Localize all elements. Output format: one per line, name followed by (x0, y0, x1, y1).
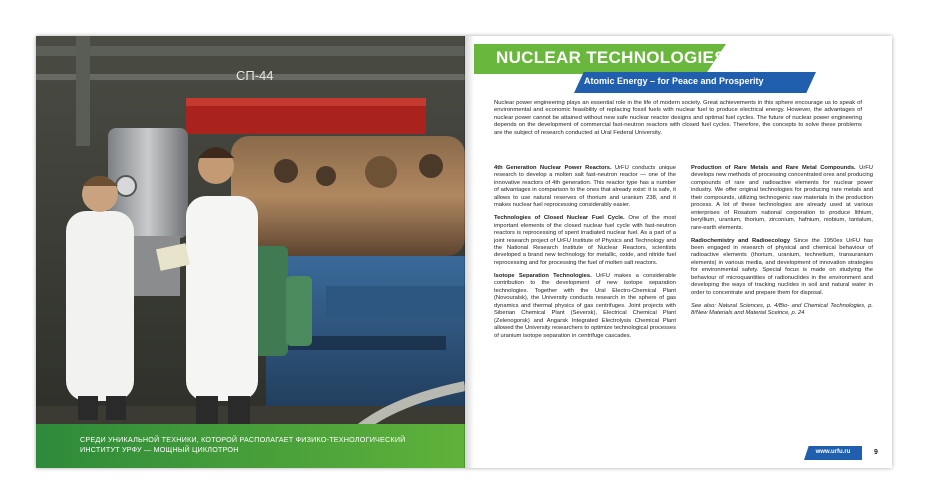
paragraph-isotope (494, 273, 676, 340)
paragraph-fuel-cycle (494, 215, 676, 267)
right-text-column (691, 165, 873, 323)
paragraph-heading: Isotope Separation Technologies. (494, 272, 592, 279)
page-number: 9 (874, 449, 878, 456)
paragraph-body: UrFU conducts unique research to develop a molten salt fast-neutron reactor — one of the innovative reactors of 4th generation. This reactor type has a number of advantages in comparison to the ones that already exist: it is safe, it allows to use natural reserves of thorium and uranium 238, and it makes nuclear fuel reprocessing considerably easier. (494, 165, 676, 209)
page-spine (464, 36, 474, 468)
website-link[interactable]: www.urfu.ru (815, 449, 851, 455)
paragraph-radiochemistry (691, 238, 873, 298)
machine-label: СП-44 (236, 68, 274, 83)
paragraph-body: UrFU makes a considerable contribution to the development of new isotope separation technologies. Together with the Ural Electro-Chemical Plant (Novouralsk), the University conducts research in the sphere of gas dynamics and thermal physics of gas centrifuges. Joint projects with Siberian Chemical Plant (Seversk), Electrical Chemical Plant (Zelenogorsk) and Angarsk Integrated Electrolysis Chemical Plant allowed the University researchers to optimize technological processes of uranium isotope separation in centrifuge cascades. (494, 272, 676, 339)
paragraph-heading: Technologies of Closed Nuclear Fuel Cycle. (494, 215, 625, 222)
brochure-spread (36, 36, 892, 468)
paragraph-body: One of the most important elements of the closed nuclear fuel cycle with fast-neutron reactors is reprocessing of spent irradiated nuclear fuel. As a part of a joint research project of UrFU Institute of Physics and Technology and the National Research Institute of Nuclear Reactors, scientists developed a brand new technology for metallic, oxide, and nitride fuel reprocessing and for processing the fuel of molten salt reactors. (494, 215, 676, 266)
page-title: NUCLEAR TECHNOLOGIES (496, 48, 726, 67)
paragraph-reactors (494, 165, 676, 210)
paragraph-heading: Production of Rare Metals and Rare Metal Compounds. (691, 165, 856, 171)
paragraph-body: UrFU develops new methods of processing concentrated ores and producing compounds of rare and radioactive elements for nuclear power industry. We offer original technologies for producing rare metals and their compounds, utilizing technogenic raw materials in the production process. A lot of these technologies are already used at various enterprises of Rosatom national corporation to produce lithium, beryllium, uranium, thorium, zirconium, hafnium, niobium, tantalum, rare-earth elements. (691, 165, 873, 231)
intro-paragraph: Nuclear power engineering plays an essential role in the life of modern society. Great achievements in this sphere encourage us to speak of environmental and economic feasibility of replacing fossil fuels with nuclear fuel to produce electrical energy. However, the advantages of nuclear power cannot be attained without new safe nuclear reactor designs and optimal fuel cycles. The future of nuclear power engineering depends on the development of commercial fast-neutron reactors with closed fuel cycles. Therefore, the concepts to solve these problems are the subject of research conducted at Ural Federal University. (494, 100, 862, 136)
photo-caption: СРЕДИ УНИКАЛЬНОЙ ТЕХНИКИ, КОТОРОЙ РАСПОЛАГАЕТ ФИЗИКО-ТЕХНОЛОГИЧЕСКИЙ ИНСТИТУТ УРФУ — МОЩНЫЙ ЦИКЛОТРОН (80, 435, 406, 454)
paragraph-heading: 4th Generation Nuclear Power Reactors. (494, 165, 612, 171)
laboratory-photo (36, 36, 465, 468)
see-also-note: See also: Natural Sciences, p. 4/Bio- and Chemical Technologies, p. 8/New Materials and Material Sceince, p. 24 (691, 302, 873, 317)
paragraph-heading: Radiochemistry and Radioecology (691, 237, 791, 244)
paragraph-body: Since the 1950es UrFU has been engaged in research of physical and chemical behaviour of radioactive elements (thorium, uranium, technetium, transuranium elements) in various media, and development of innovation strategies for environmental safety. Special focus is made on studying the behaviour of microquantities of radionuclides in the environment and developing the ways of tracking nuclides in soil and natural water in order to concentrate and prepare them for disposal. (691, 237, 873, 296)
paragraph-rare-metals (691, 165, 873, 232)
laboratory-photo-illustration (36, 36, 465, 468)
page-subtitle: Atomic Energy – for Peace and Prosperity (584, 76, 764, 86)
left-text-column (494, 165, 676, 345)
